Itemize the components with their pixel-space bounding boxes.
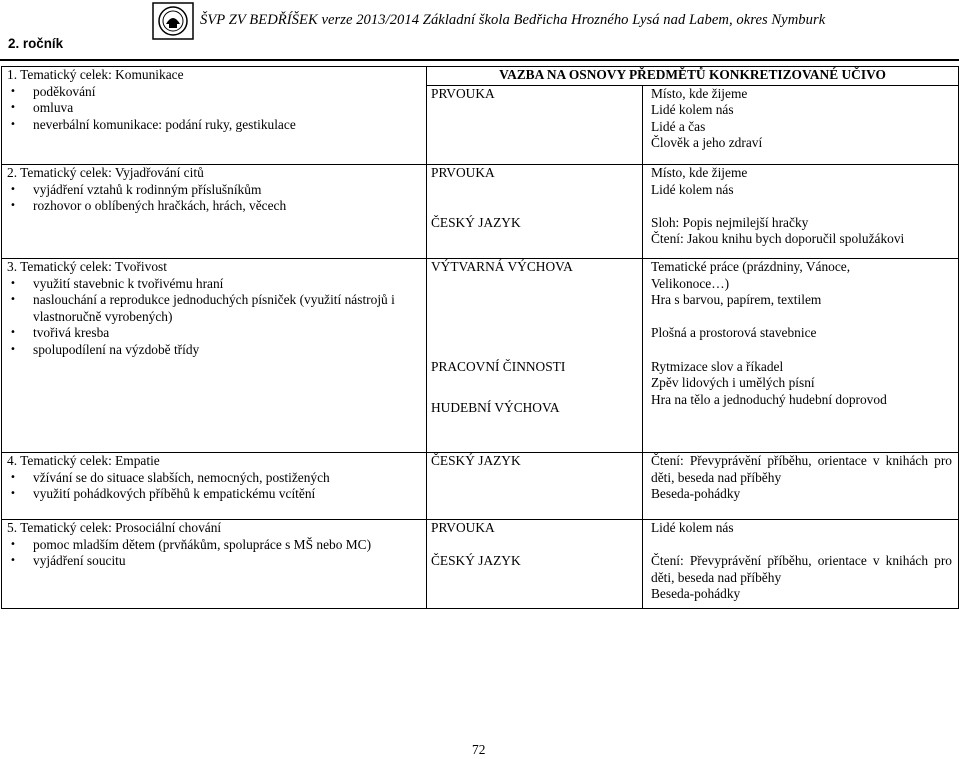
table-row	[2, 520, 959, 609]
list-item: • naslouchání a reprodukce jednoduchých písniček (využití nástrojů i vlastnoručně vyrobených)	[7, 292, 426, 325]
list-item: • vžívání se do situace slabších, nemocných, postižených	[7, 470, 426, 487]
topic-cell	[643, 453, 959, 520]
section-items	[7, 276, 426, 359]
topic-label: Místo, kde žijeme	[651, 165, 748, 180]
subject-cell	[427, 520, 643, 609]
section-items	[7, 84, 426, 134]
list-item: • tvořivá kresba	[7, 325, 426, 342]
list-item: • vyjádření vztahů k rodinným příslušníkům	[7, 182, 426, 199]
list-item: • využití stavebnic k tvořivému hraní	[7, 276, 426, 293]
topic-label: Místo, kde žijeme	[651, 85, 748, 101]
section-cell	[2, 67, 427, 165]
table-row	[2, 453, 959, 520]
list-item: • využití pohádkových příběhů k empatickému vcítění	[7, 486, 426, 503]
subject-label: ČESKÝ JAZYK	[431, 453, 521, 468]
topic-label: Lidé kolem nás	[651, 102, 734, 118]
curriculum-table	[1, 66, 959, 609]
topic-label: Člověk a jeho zdraví	[651, 135, 763, 151]
list-item: • poděkování	[7, 84, 426, 101]
section-cell	[2, 453, 427, 520]
table-row	[2, 259, 959, 453]
section-cell	[2, 259, 427, 453]
subject-cell	[427, 453, 643, 520]
section-items	[7, 182, 426, 215]
topic-cell	[643, 520, 959, 609]
subject-label: PRACOVNÍ ČINNOSTI	[431, 358, 566, 374]
section-title: 4. Tematický celek: Empatie	[7, 453, 160, 468]
topic-label: Tematické práce (prázdniny, Vánoce, Velikonoce…)	[651, 259, 851, 291]
topic-label: Čtení: Převyprávění příběhu, orientace v knihách pro děti, beseda nad příběhy	[651, 453, 953, 485]
section-items	[7, 470, 426, 503]
subject-label: ČESKÝ JAZYK	[431, 214, 521, 230]
section-title: 1. Tematický celek: Komunikace	[7, 67, 184, 82]
subject-label: VÝTVARNÁ VÝCHOVA	[431, 259, 573, 274]
page-header	[152, 2, 959, 40]
list-item: • spolupodílení na výzdobě třídy	[7, 342, 426, 359]
list-item: • vyjádření soucitu	[7, 553, 426, 570]
topic-label: Lidé kolem nás	[651, 181, 734, 197]
list-item: • neverbální komunikace: podání ruky, gestikulace	[7, 117, 426, 134]
subject-cell	[427, 85, 643, 164]
list-item: • omluva	[7, 100, 426, 117]
topic-label: Lidé a čas	[651, 118, 706, 134]
topic-label: Sloh: Popis nejmilejší hračky	[651, 214, 809, 230]
section-title: 2. Tematický celek: Vyjadřování citů	[7, 165, 204, 180]
section-cell	[2, 165, 427, 259]
subject-label: PRVOUKA	[431, 520, 495, 535]
topic-label: Hra s barvou, papírem, textilem	[651, 292, 822, 308]
topic-label: Hra na tělo a jednoduchý hudební doprovod	[651, 391, 887, 407]
subject-label: PRVOUKA	[431, 85, 495, 101]
list-item: • pomoc mladším dětem (prvňákům, spolupráce s MŠ nebo MC)	[7, 537, 426, 554]
subject-cell	[427, 165, 643, 259]
subject-cell	[427, 259, 643, 453]
topic-label: Beseda-pohádky	[651, 486, 741, 502]
topic-label: Plošná a prostorová stavebnice	[651, 325, 817, 341]
subject-label: HUDEBNÍ VÝCHOVA	[431, 400, 560, 416]
topic-cell	[643, 259, 959, 453]
section-title: 5. Tematický celek: Prosociální chování	[7, 520, 222, 535]
topic-cell	[643, 85, 959, 164]
topic-label: Čtení: Převyprávění příběhu, orientace v knihách pro děti, beseda nad příběhy	[651, 553, 953, 585]
topic-label: Rytmizace slov a říkadel	[651, 358, 784, 374]
section-title: 3. Tematický celek: Tvořivost	[7, 259, 167, 274]
subject-label: PRVOUKA	[431, 165, 495, 180]
header-school-line: ŠVP ZV BEDŘÍŠEK verze 2013/2014 Základní škola Bedřicha Hrozného Lysá nad Labem, okres Nymburk	[200, 12, 826, 28]
page-number: 72	[472, 742, 486, 757]
table-row	[2, 67, 959, 86]
grade-label: 2. ročník	[8, 36, 64, 51]
topic-label: Beseda-pohádky	[651, 586, 741, 602]
school-logo-icon	[152, 2, 194, 40]
topic-cell	[643, 165, 959, 259]
section-cell	[2, 520, 427, 609]
table-row	[2, 165, 959, 259]
subject-label: ČESKÝ JAZYK	[431, 553, 521, 569]
list-item: • rozhovor o oblíbených hračkách, hrách, věcech	[7, 198, 426, 215]
column-header: VAZBA NA OSNOVY PŘEDMĚTŮ KONKRETIZOVANÉ UČIVO	[427, 67, 959, 86]
topic-label: Zpěv lidových i umělých písní	[651, 375, 815, 391]
topic-label: Čtení: Jakou knihu bych doporučil spolužákovi	[651, 231, 905, 247]
topic-label: Lidé kolem nás	[651, 520, 734, 535]
section-items	[7, 537, 426, 570]
